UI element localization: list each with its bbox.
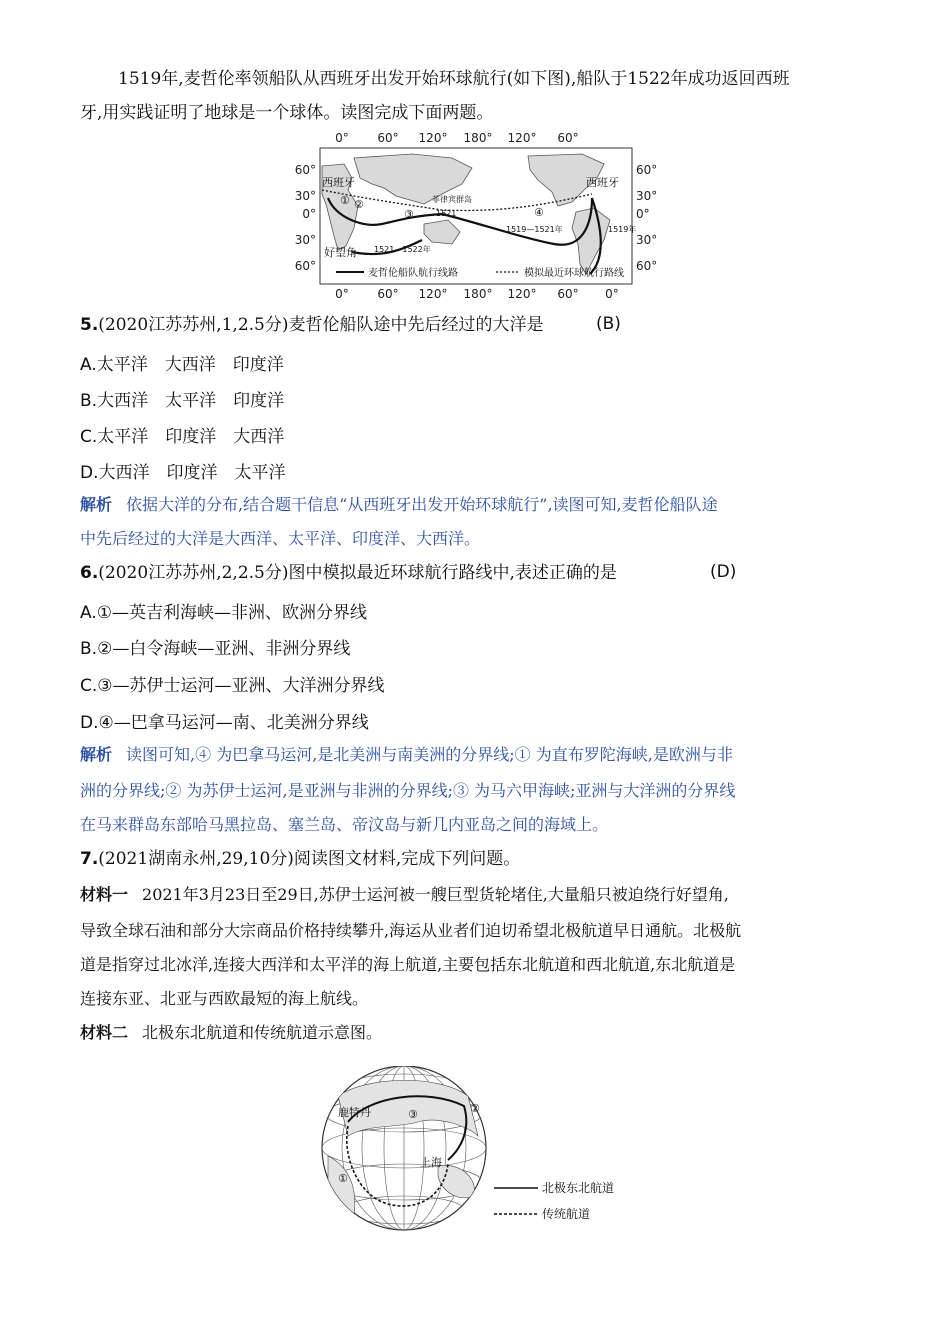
- intro-line-1: 1519年,麦哲伦率领船队从西班牙出发开始环球航行(如下图),船队于1522年成功返回西班: [118, 69, 790, 89]
- material-1-line-1: [80, 884, 729, 906]
- q6-analysis-line-2: 洲的分界线;② 为苏伊士运河,是亚洲与非洲的分界线;③ 为马六甲海峡;亚洲与大洋洲的分界线: [80, 781, 736, 800]
- q6-option-c: [80, 671, 385, 696]
- label-philippines: 菲律宾群岛: [432, 195, 472, 204]
- marker-2: ②: [354, 198, 364, 211]
- material-1-line-3: 道是指穿过北冰洋,连接大西洋和太平洋的海上航道,主要包括东北航道和西北航道,东北航道是: [80, 955, 736, 974]
- material-1-line-2: 导致全球石油和部分大宗商品价格持续攀升,海运从业者们迫切希望北极航道早日通航。北极航: [80, 921, 742, 940]
- option-text: 大西洋 印度洋 太平洋: [98, 463, 286, 483]
- magellan-route-map: [292, 128, 660, 300]
- map-bottom-tick: 60°: [377, 287, 399, 300]
- q5-stem: [80, 314, 543, 336]
- option-text: ③—苏伊士运河—亚洲、大洋洲分界线: [97, 676, 385, 696]
- map-bottom-tick: 120°: [507, 287, 537, 300]
- option-letter: C.: [80, 427, 98, 447]
- q6-option-b: [80, 634, 350, 659]
- option-letter: A.: [80, 355, 97, 375]
- material-text: 北极东北航道和传统航道示意图。: [142, 1023, 383, 1042]
- option-text: 大西洋 太平洋 印度洋: [97, 391, 285, 411]
- map-top-tick: 120°: [418, 131, 448, 145]
- legend-recent-text: 模拟最近环球航行路线: [524, 268, 624, 279]
- map-top-tick: 0°: [335, 131, 349, 145]
- option-letter: D.: [80, 463, 99, 483]
- material-tag: 材料二: [80, 1023, 129, 1042]
- marker-4: ④: [534, 206, 544, 219]
- material-1-line-4: 连接东亚、北亚与西欧最短的海上航线。: [80, 989, 369, 1008]
- q5-option-a: [80, 350, 284, 375]
- q6-analysis-line-1: [80, 744, 733, 766]
- q6-text: (2020江苏苏州,2,2.5分)图中模拟最近环球航行路线中,表述正确的是: [98, 563, 617, 583]
- q5-option-d: [80, 458, 286, 483]
- map-left-tick: 60°: [294, 163, 316, 177]
- map-right-tick: 60°: [636, 163, 658, 177]
- map-top-tick: 120°: [507, 131, 537, 145]
- option-text: ①—英吉利海峡—非洲、欧洲分界线: [96, 603, 367, 623]
- label-good-hope: 好望角: [324, 246, 357, 259]
- q6-stem: [80, 562, 617, 584]
- option-letter: D.: [80, 713, 99, 733]
- label-route-1519-1521: 1519—1521年: [506, 225, 563, 234]
- map-top-tick: 180°: [463, 131, 493, 145]
- option-text: ④—巴拿马运河—南、北美洲分界线: [98, 713, 369, 733]
- option-letter: B.: [80, 391, 98, 411]
- material-tag: 材料一: [80, 885, 129, 904]
- map-bottom-tick: 0°: [335, 287, 349, 300]
- label-1521: 1521: [436, 209, 457, 218]
- q6-option-d: [80, 708, 369, 733]
- q5-text: (2020江苏苏州,1,2.5分)麦哲伦船队途中先后经过的大洋是: [98, 315, 544, 335]
- q6-analysis-line-3: 在马来群岛东部哈马黑拉岛、塞兰岛、帝汶岛与新几内亚岛之间的海域上。: [80, 815, 609, 834]
- q6-answer: (D): [710, 562, 737, 582]
- q6-option-a: [80, 598, 367, 623]
- label-spain-left: 西班牙: [322, 176, 355, 189]
- map-bottom-tick: 180°: [463, 287, 493, 300]
- map-left-tick: 30°: [294, 189, 316, 203]
- q5-option-c: [80, 422, 284, 447]
- map-left-tick: 60°: [294, 259, 316, 273]
- map-left-tick: 30°: [294, 233, 316, 247]
- analysis-tag: 解析: [80, 495, 113, 514]
- q7-text: (2021湖南永州,29,10分)阅读图文材料,完成下列问题。: [98, 849, 521, 869]
- map-top-tick: 60°: [557, 131, 579, 145]
- option-letter: B.: [80, 639, 98, 659]
- q5-option-b: [80, 386, 284, 411]
- q6-number: 6.: [80, 563, 99, 583]
- legend-arctic-text: 北极东北航道: [542, 1181, 615, 1195]
- map-right-tick: 30°: [636, 233, 658, 247]
- material-text: 2021年3月23日至29日,苏伊士运河被一艘巨型货轮堵住,大量船只被迫绕行好望角,: [142, 885, 729, 904]
- marker-1: ①: [340, 194, 350, 207]
- globe-marker-3: ③: [408, 1108, 418, 1121]
- legend-traditional-text: 传统航道: [542, 1207, 591, 1221]
- intro-line-2: 牙,用实践证明了地球是一个球体。读图完成下面两题。: [80, 103, 494, 123]
- label-spain-right: 西班牙: [586, 176, 619, 189]
- q7-stem: [80, 848, 520, 870]
- map-bottom-tick: 0°: [605, 287, 619, 300]
- label-route-1519: 1519年: [608, 225, 637, 234]
- marker-3: ③: [404, 208, 414, 221]
- analysis-text: 依据大洋的分布,结合题干信息“从西班牙出发开始环球航行”,读图可知,麦哲伦船队途: [126, 495, 718, 514]
- map-bottom-tick: 120°: [418, 287, 448, 300]
- map-right-tick: 0°: [636, 207, 650, 221]
- label-route-1521-1522: 1521—1522年: [374, 245, 431, 254]
- q5-analysis-line-1: [80, 494, 718, 516]
- option-letter: A.: [80, 603, 97, 623]
- map-right-tick: 60°: [636, 259, 658, 273]
- q7-number: 7.: [80, 849, 99, 869]
- map-bottom-tick: 60°: [557, 287, 579, 300]
- legend-magellan-text: 麦哲伦船队航行线路: [368, 268, 458, 279]
- map-right-tick: 30°: [636, 189, 658, 203]
- q5-analysis-line-2: 中先后经过的大洋是大西洋、太平洋、印度洋、大西洋。: [80, 529, 481, 548]
- q5-number: 5.: [80, 315, 99, 335]
- option-text: 太平洋 印度洋 大西洋: [97, 427, 285, 447]
- map-top-tick: 60°: [377, 131, 399, 145]
- arctic-route-globe: [318, 1066, 638, 1232]
- globe-marker-1: ①: [338, 1172, 348, 1185]
- option-letter: C.: [80, 676, 98, 696]
- label-rotterdam: 鹿特丹: [338, 1106, 371, 1119]
- material-2-line: [80, 1022, 382, 1044]
- q5-answer: (B): [596, 314, 621, 334]
- analysis-text: 读图可知,④ 为巴拿马运河,是北美洲与南美洲的分界线;① 为直布罗陀海峡,是欧洲与非: [126, 745, 733, 764]
- option-text: 太平洋 大西洋 印度洋: [96, 355, 284, 375]
- globe-marker-2: ②: [470, 1102, 480, 1115]
- analysis-tag: 解析: [80, 745, 113, 764]
- label-shanghai: 上海: [420, 1156, 442, 1169]
- map-left-tick: 0°: [302, 207, 316, 221]
- option-text: ②—白令海峡—亚洲、非洲分界线: [97, 639, 351, 659]
